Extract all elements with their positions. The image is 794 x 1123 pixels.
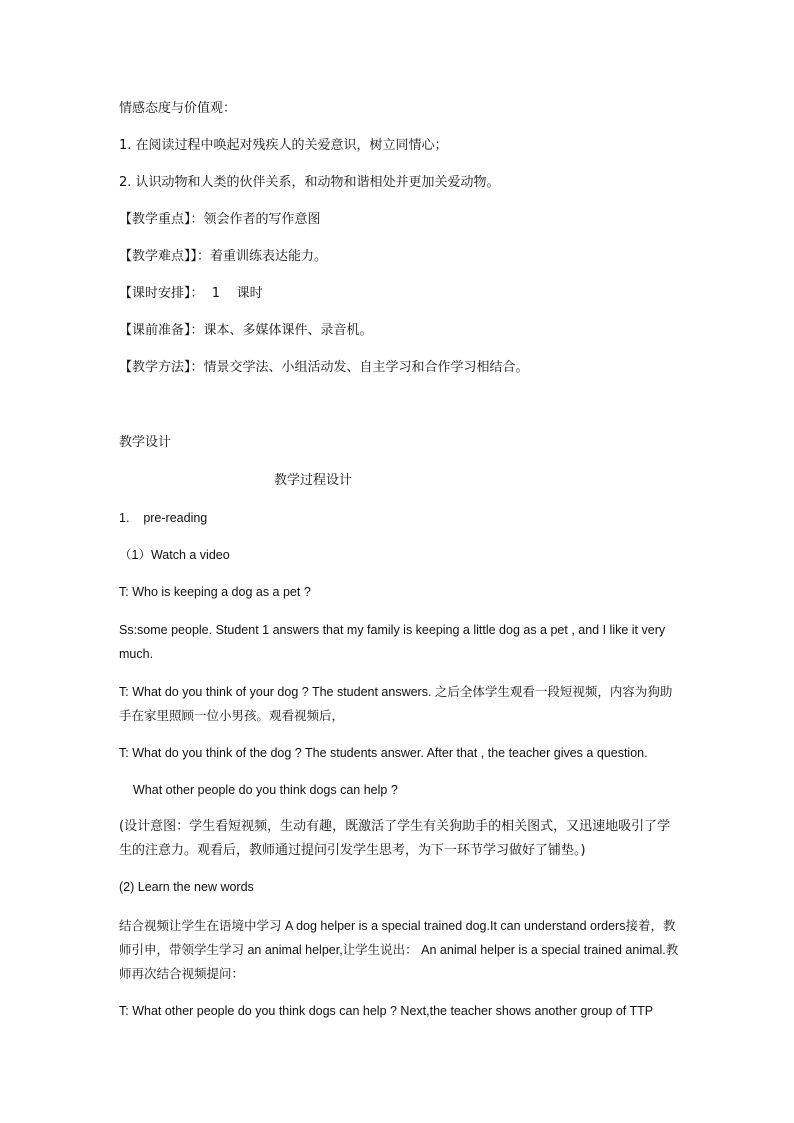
learn-paragraph: 结合视频让学生在语境中学习 A dog helper is a special trained dog.It can understand orders接着，教师引申，带领学生学习 an animal helper,让学生说出： An animal helper is a special trained animal.教师再次结合视频提问： — [119, 919, 679, 981]
objective-2: 2. 认识动物和人类的伙伴关系，和动物和谐相处并更加关爱动物。 — [119, 175, 500, 190]
design-intent: (设计意图：学生看短视频，生动有趣，既激活了学生有关狗助手的相关图式，又迅速地吸引了学生的注意力。观看后，教师通过提问引发学生思考，为下一环节学习做好了铺垫。) — [119, 819, 671, 858]
key-point: 【教学重点】：领会作者的写作意图 — [119, 212, 321, 227]
students-line: Ss:some people. Student 1 answers that my family is keeping a little dog as a pet , and I like it very much. — [119, 623, 666, 661]
step-1-1: （1）Watch a video — [119, 548, 230, 562]
objectives-label: 情感态度与价值观： — [119, 101, 237, 116]
process-title: 教学过程设计 — [274, 473, 353, 488]
objective-1: 1. 在阅读过程中唤起对残疾人的关爱意识，树立同情心； — [119, 138, 448, 153]
teacher-line-3: T: What do you think of the dog ? The students answer. After that , the teacher gives a question. — [119, 746, 648, 760]
step-1: 1. pre-reading — [119, 511, 208, 525]
design-heading: 教学设计 — [119, 435, 172, 450]
teacher-line-4: T: What other people do you think dogs can help ? Next,the teacher shows another group of TTP — [119, 1004, 654, 1018]
preparation: 【课前准备】：课本、多媒体课件、录音机。 — [119, 323, 373, 338]
schedule: 【课时安排】： 1 课时 — [119, 286, 263, 301]
methods: 【教学方法】：情景交学法、小组活动发、自主学习和合作学习相结合。 — [119, 360, 529, 375]
step-1-2: (2) Learn the new words — [119, 880, 254, 894]
teacher-line-2: T: What do you think of your dog ? The student answers. 之后全体学生观看一段短视频，内容为狗助手在家里照顾一位小男孩。观看视频后， — [119, 685, 673, 723]
question: What other people do you think dogs can help ? — [133, 783, 398, 797]
difficult-point: 【教学难点】】：着重训练表达能力。 — [119, 249, 328, 264]
teacher-line-1: T: Who is keeping a dog as a pet ? — [119, 585, 311, 599]
